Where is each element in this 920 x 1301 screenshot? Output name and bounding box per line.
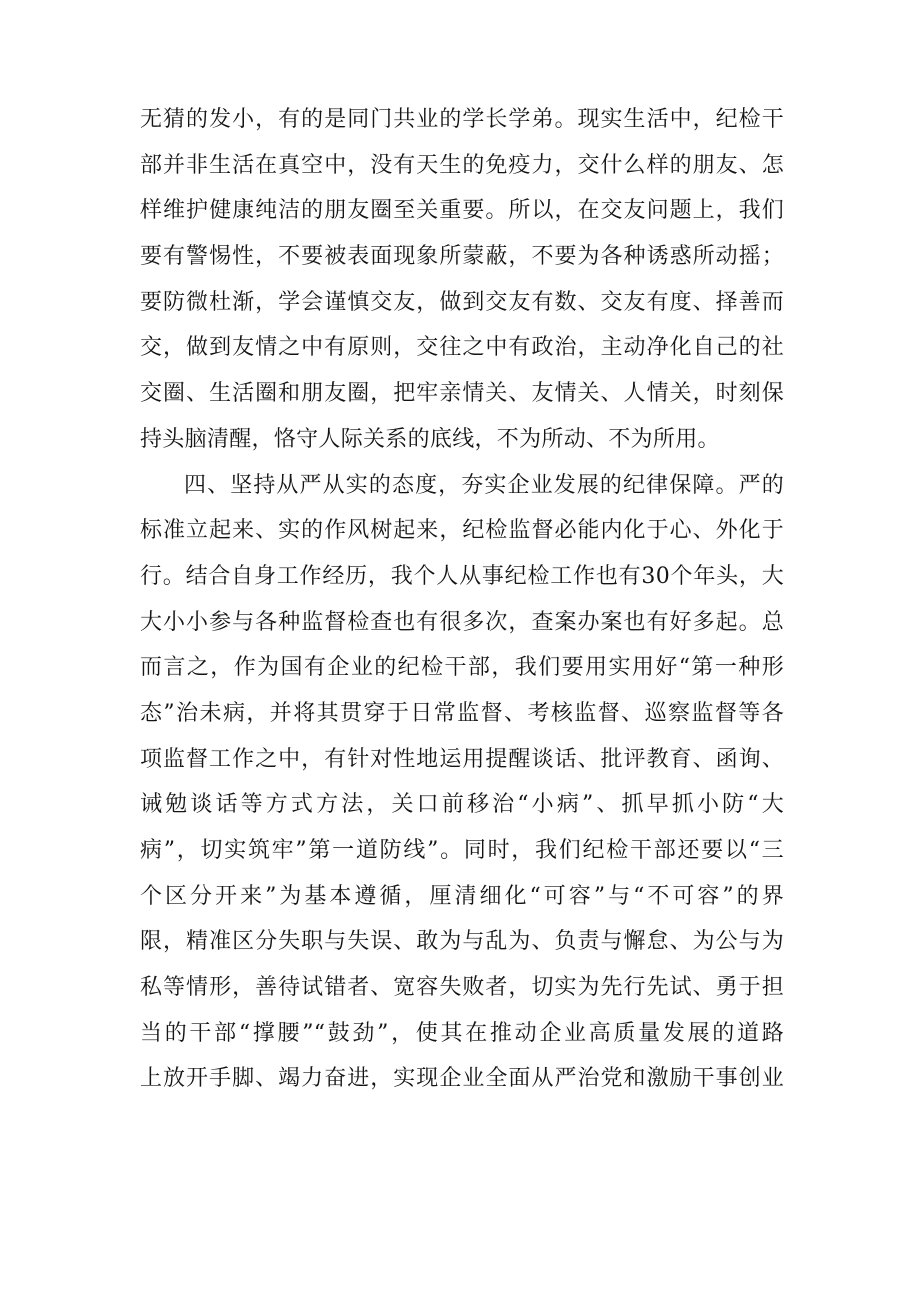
text-line: 行。结合自身工作经历，我个人从事纪检工作也有30个年头，大 [140, 563, 784, 589]
text-line: 上放开手脚、竭力奋进，实现企业全面从严治党和激励干事创业 [140, 1066, 784, 1092]
paragraph-1 [140, 97, 784, 463]
text-line: 个区分开来”为基本遵循，厘清细化“可容”与“不可容”的界 [140, 883, 784, 909]
text-line: 限，精准区分失职与失误、敢为与乱为、负责与懈怠、为公与为 [140, 929, 784, 955]
text-line: 当的干部“撑腰”“鼓劲”，使其在推动企业高质量发展的道路 [140, 1020, 784, 1046]
text-line: 标准立起来、实的作风树起来，纪检监督必能内化于心、外化于 [140, 518, 784, 544]
body-text [140, 97, 784, 1102]
text-line: 无猜的发小，有的是同门共业的学长学弟。现实生活中，纪检干 [140, 107, 784, 132]
text-line: 持头脑清醒，恪守人际关系的底线，不为所动、不为所用。 [140, 426, 720, 452]
text-line: 部并非生活在真空中，没有天生的免疫力，交什么样的朋友、怎 [140, 152, 784, 178]
section-heading-line: 四、坚持从严从实的态度，夯实企业发展的纪律保障。严的 [184, 472, 784, 498]
text-line: 样维护健康纯洁的朋友圈至关重要。所以，在交友问题上，我们 [140, 198, 784, 224]
text-line: 项监督工作之中，有针对性地运用提醒谈话、批评教育、函询、 [140, 746, 784, 772]
text-line: 而言之，作为国有企业的纪检干部，我们要用实用好“第一种形 [140, 655, 784, 681]
text-line: 大小小参与各种监督检查也有很多次，查案办案也有好多起。总 [140, 609, 784, 635]
text-line: 要有警惕性，不要被表面现象所蒙蔽，不要为各种诱惑所动摇； [140, 244, 784, 270]
text-line: 交，做到友情之中有原则，交往之中有政治，主动净化自己的社 [140, 335, 784, 361]
text-line: 病”，切实筑牢”第一道防线”。同时，我们纪检干部还要以“三 [140, 838, 784, 863]
text-line: 态”治未病，并将其贯穿于日常监督、考核监督、巡察监督等各 [140, 700, 784, 726]
text-line: 要防微杜渐，学会谨慎交友，做到交友有数、交友有度、择善而 [140, 289, 784, 315]
text-line: 私等情形，善待试错者、宽容失败者，切实为先行先试、勇于担 [140, 975, 784, 1001]
text-line: 诫勉谈话等方式方法，关口前移治“小病”、抓早抓小防“大 [140, 792, 784, 818]
paragraph-2 [140, 463, 784, 1103]
text-line: 交圈、生活圈和朋友圈，把牢亲情关、友情关、人情关，时刻保 [140, 381, 784, 407]
